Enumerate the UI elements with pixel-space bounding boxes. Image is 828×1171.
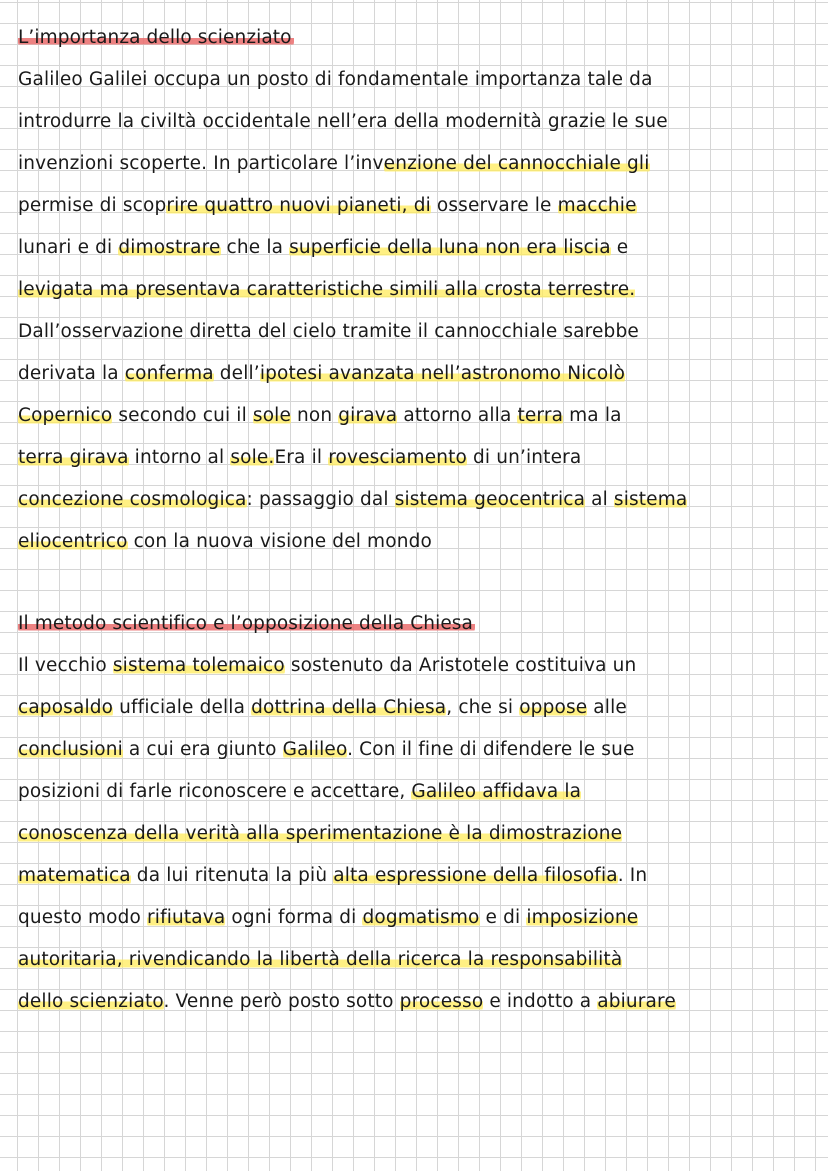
text-segment: osservare le [430, 195, 558, 216]
text-line [18, 771, 818, 813]
text-segment: Era il [274, 447, 329, 468]
text-segment: a cui era giunto [122, 739, 283, 760]
text-segment: alle [587, 697, 627, 718]
text-line [18, 59, 818, 101]
highlighted-text: conoscenza della verità alla sperimentazione è la dimostrazione [18, 823, 623, 844]
text-segment: permise di scop [18, 195, 167, 216]
section-heading [18, 17, 818, 59]
text-segment: da lui ritenuta la più [130, 865, 334, 886]
highlighted-text: levigata ma presentava caratteristiche simili alla crosta terrestre. [18, 279, 636, 300]
highlighted-text: ipotesi avanzata nell’astronomo Nicolò [259, 363, 626, 384]
highlighted-text: conferma [124, 363, 214, 384]
highlighted-text: Galileo [282, 739, 348, 760]
text-line [18, 981, 818, 1023]
text-segment: che la [220, 237, 290, 258]
highlighted-text: alta espressione della filosofia [333, 865, 618, 886]
text-segment: secondo cui il [112, 405, 253, 426]
highlighted-text: imposizione [526, 907, 639, 928]
text-segment: , che si [446, 697, 520, 718]
text-segment: ma la [563, 405, 622, 426]
text-segment: invenzioni scoperte. In particolare l’inv [18, 153, 384, 174]
highlighted-text: sistema geocentrica [394, 489, 586, 510]
text-segment: Il vecchio [18, 655, 113, 676]
highlighted-text: enzione del cannocchiale gli [383, 153, 650, 174]
paragraph [18, 645, 818, 1023]
text-segment: . In [617, 865, 648, 886]
text-segment: Dall’osservazione diretta del cielo tramite il cannocchiale sarebbe [18, 321, 639, 342]
text-line [18, 897, 818, 939]
text-segment: : passaggio dal [246, 489, 395, 510]
highlighted-text: girava [338, 405, 398, 426]
text-segment: introdurre la civiltà occidentale nell’era della modernità grazie le sue [18, 111, 668, 132]
text-line [18, 437, 818, 479]
text-line [18, 855, 818, 897]
text-line [18, 939, 818, 981]
highlighted-text: eliocentrico [18, 531, 128, 552]
text-segment: intorno al [128, 447, 231, 468]
highlighted-text: superficie della luna non era liscia [289, 237, 611, 258]
highlighted-text: autoritaria, rivendicando la libertà della ricerca la responsabilità [18, 949, 623, 970]
text-segment: non [291, 405, 339, 426]
highlighted-text: dogmatismo [362, 907, 480, 928]
highlighted-text: sistema [613, 489, 688, 510]
highlighted-text: sole [252, 405, 291, 426]
heading-text: L’importanza dello scienziato [18, 27, 292, 48]
text-line [18, 687, 818, 729]
text-line [18, 521, 818, 563]
text-segment: questo modo [18, 907, 148, 928]
highlighted-text: conclusioni [18, 739, 123, 760]
highlighted-text: oppose [519, 697, 588, 718]
highlighted-text: macchie [557, 195, 637, 216]
section-heading [18, 603, 818, 645]
text-line [18, 353, 818, 395]
text-segment: attorno alla [397, 405, 518, 426]
text-segment: ogni forma di [225, 907, 363, 928]
highlighted-text: terra girava [18, 447, 129, 468]
text-line [18, 143, 818, 185]
heading-text: Il metodo scientifico e l’opposizione della Chiesa [18, 613, 473, 634]
highlighted-text: rifiutava [147, 907, 226, 928]
text-segment: al [585, 489, 614, 510]
highlighted-text: sistema tolemaico [112, 655, 285, 676]
highlighted-text: matematica [18, 865, 131, 886]
text-segment: lunari e di [18, 237, 119, 258]
text-segment: e indotto a [483, 991, 598, 1012]
section-importanza [18, 17, 818, 563]
text-line [18, 813, 818, 855]
text-line [18, 729, 818, 771]
highlighted-text: terra [517, 405, 564, 426]
text-segment: . Venne però posto sotto [163, 991, 400, 1012]
highlighted-text: abiurare [597, 991, 676, 1012]
text-segment: di un’intera [466, 447, 582, 468]
highlighted-text: sole. [230, 447, 275, 468]
text-line [18, 395, 818, 437]
text-segment: ufficiale della [113, 697, 252, 718]
text-line [18, 185, 818, 227]
text-segment: Galileo Galilei occupa un posto di fondamentale importanza tale da [18, 69, 653, 90]
highlighted-text: rovesciamento [328, 447, 467, 468]
text-line [18, 645, 818, 687]
highlighted-text: concezione cosmologica [18, 489, 247, 510]
text-line [18, 311, 818, 353]
paragraph [18, 59, 818, 563]
section-metodo [18, 603, 818, 1023]
highlighted-text: dottrina della Chiesa [251, 697, 447, 718]
text-segment: e [610, 237, 629, 258]
text-segment: dell’ [213, 363, 260, 384]
highlighted-text: Galileo affidava la [411, 781, 582, 802]
highlighted-text: dello scienziato [18, 991, 164, 1012]
text-line [18, 269, 818, 311]
highlighted-text: processo [399, 991, 484, 1012]
text-segment: sostenuto da Aristotele costituiva un [284, 655, 637, 676]
text-line [18, 227, 818, 269]
highlighted-text: caposaldo [18, 697, 114, 718]
highlighted-text: Copernico [18, 405, 113, 426]
text-segment: . Con il fine di difendere le sue [347, 739, 635, 760]
text-segment: e di [479, 907, 527, 928]
highlighted-text: rire quattro nuovi pianeti, di [166, 195, 431, 216]
text-line [18, 479, 818, 521]
text-segment: posizioni di farle riconoscere e accettare, [18, 781, 412, 802]
text-line [18, 101, 818, 143]
highlighted-text: dimostrare [118, 237, 221, 258]
text-segment: derivata la [18, 363, 125, 384]
text-segment: con la nuova visione del mondo [127, 531, 432, 552]
